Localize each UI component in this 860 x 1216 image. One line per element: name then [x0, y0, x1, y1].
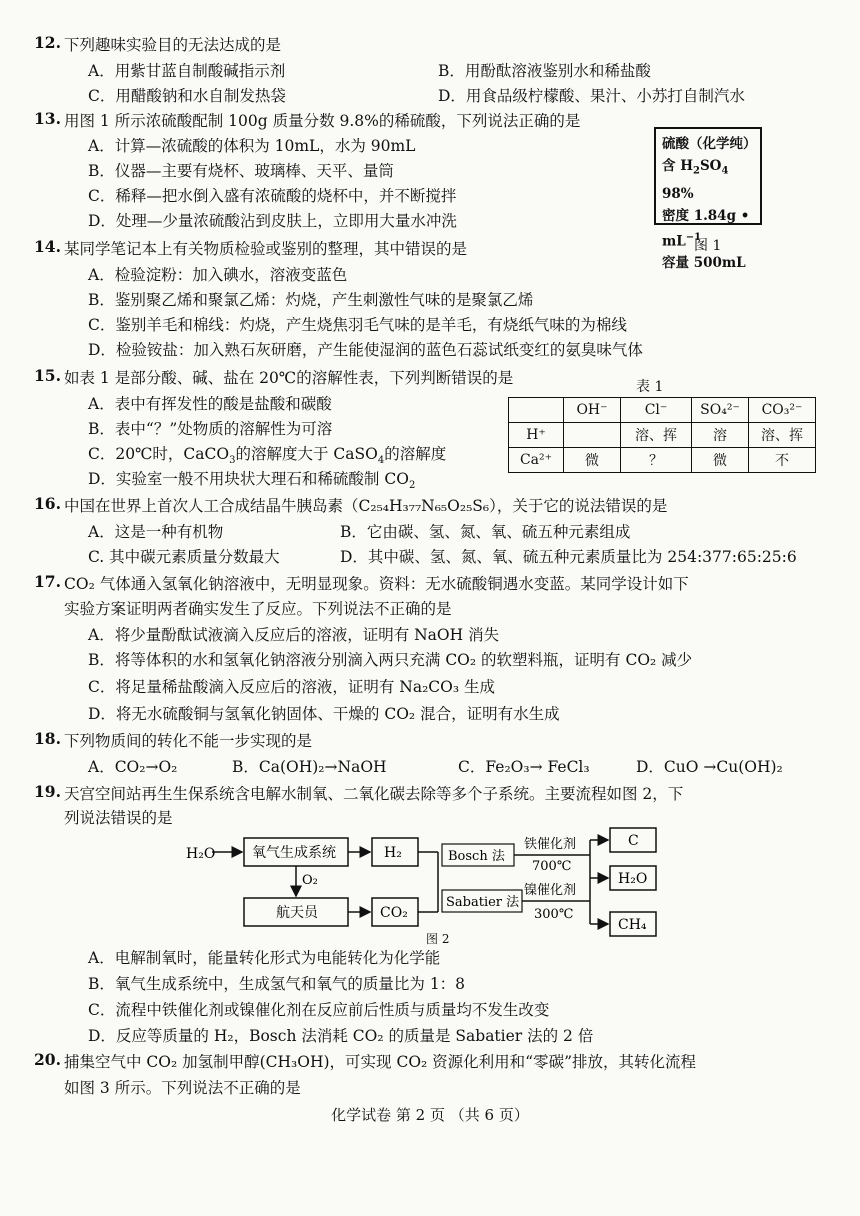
oxygen-generation-label: 氧气生成系统 [252, 845, 336, 861]
page-footer: 化学试卷 第 2 页 （共 6 页） [331, 1106, 529, 1124]
q12-option-c: C．用醋酸钠和水自制发热袋 [88, 87, 286, 105]
q14-option-b: B．鉴别聚乙烯和聚氯乙烯：灼烧，产生刺激性气味的是聚氯乙烯 [88, 291, 534, 309]
q19-option-c: C．流程中铁催化剂或镍催化剂在反应前后性质与质量均不发生改变 [88, 1001, 550, 1019]
q16-option-c: C. 其中碳元素质量分数最大 [88, 548, 280, 566]
q17-option-c: C．将足量稀盐酸滴入反应后的溶液，证明有 Na₂CO₃ 生成 [88, 678, 496, 696]
temp-300-label: 300℃ [534, 907, 574, 922]
q13-option-c: C．稀释—把水倒入盛有浓硫酸的烧杯中，并不断搅拌 [88, 187, 457, 205]
table-cell: Ca²⁺ [509, 448, 564, 473]
table-cell: SO₄²⁻ [692, 398, 749, 423]
table-cell: CO₃²⁻ [749, 398, 816, 423]
q13-stem: 用图 1 所示浓硫酸配制 100g 质量分数 9.8%的稀硫酸，下列说法正确的是 [64, 112, 581, 130]
sabatier-label: Sabatier 法 [446, 895, 520, 910]
q19-option-a: A．电解制氧时，能量转化形式为电能转化为化学能 [88, 949, 441, 967]
table-cell: 溶、挥 [749, 423, 816, 448]
q18-option-a: A．CO₂→O₂ [88, 758, 178, 776]
astronaut-label: 航天员 [276, 905, 318, 921]
q14-stem: 某同学笔记本上有关物质检验或鉴别的整理，其中错误的是 [64, 240, 468, 258]
q13-option-b: B．仪器—主要有烧杯、玻璃棒、天平、量筒 [88, 162, 394, 180]
temp-700-label: 700℃ [532, 859, 572, 874]
q17-option-d: D．将无水硫酸铜与氢氧化钠固体、干燥的 CO₂ 混合，证明有水生成 [88, 705, 560, 723]
table-header-row [509, 398, 816, 423]
nickel-catalyst-label: 镍催化剂 [524, 883, 577, 898]
table-cell: OH⁻ [564, 398, 621, 423]
table-cell: Cl⁻ [621, 398, 692, 423]
table-cell [564, 423, 621, 448]
q13-option-a: A．计算—浓硫酸的体积为 10mL，水为 90mL [88, 137, 416, 155]
o2-label: O₂ [302, 873, 318, 888]
q18-stem: 下列物质间的转化不能一步实现的是 [64, 732, 313, 750]
q13-number: 13. [34, 109, 61, 128]
h2-label: H₂ [384, 845, 402, 861]
solubility-table [508, 397, 816, 473]
figure-2-flow-diagram [180, 826, 670, 942]
q12-option-d: D．用食品级柠檬酸、果汁、小苏打自制汽水 [438, 87, 745, 105]
table-row [509, 448, 816, 473]
q20-stem-line-1: 捕集空气中 CO₂ 加氢制甲醇(CH₃OH)，可实现 CO₂ 资源化利用和“零碳”排放，其转化流程 [64, 1053, 697, 1071]
q14-option-d: D．检验铵盐：加入熟石灰研磨，产生能使湿润的蓝色石蕊试纸变红的氨臭味气体 [88, 341, 643, 359]
q18-option-b: B．Ca(OH)₂→NaOH [232, 758, 387, 776]
table-1-caption: 表 1 [636, 379, 664, 395]
q17-option-b: B．将等体积的水和氢氧化钠溶液分别滴入两只充满 CO₂ 的软塑料瓶，证明有 CO₂ 减少 [88, 651, 693, 669]
q16-number: 16. [34, 494, 61, 513]
table-cell: 微 [564, 448, 621, 473]
label-line-2: 含 $H_2SO_4$ 98% [662, 158, 729, 202]
q19-stem-line-1: 天宫空间站再生生保系统含电解水制氧、二氧化碳去除等多个子系统。主要流程如图 2，下 [64, 785, 684, 803]
q15-number: 15. [34, 366, 61, 385]
q15-option-c: C．20℃时，CaCO$_3$的溶解度大于 CaSO$_4$的溶解度 [88, 445, 447, 467]
water-output-label: H₂O [618, 871, 648, 887]
figure-1-caption: 图 1 [694, 238, 722, 254]
q17-stem-line-1: CO₂ 气体通入氢氧化钠溶液中，无明显现象。资料：无水硫酸铜遇水变蓝。某同学设计如下 [64, 575, 689, 593]
table-cell: ？ [621, 448, 692, 473]
q15-stem: 如表 1 是部分酸、碱、盐在 20℃的溶解性表，下列判断错误的是 [64, 369, 514, 387]
q20-number: 20. [34, 1050, 61, 1069]
q16-option-b: B．它由碳、氢、氮、氧、硫五种元素组成 [340, 523, 631, 541]
q16-stem: 中国在世界上首次人工合成结晶牛胰岛素（C₂₅₄H₃₇₇N₆₅O₂₅S₆），关于它的说法错误的是 [64, 497, 668, 515]
methane-label: CH₄ [618, 917, 647, 933]
q15-option-b: B．表中“？”处物质的溶解性为可溶 [88, 420, 333, 438]
q18-option-c: C．Fe₂O₃→ FeCl₃ [458, 758, 590, 776]
q15-option-d: D．实验室一般不用块状大理石和稀硫酸制 $CO_2$ [88, 470, 416, 492]
q16-option-a: A．这是一种有机物 [88, 523, 224, 541]
co2-label: CO₂ [380, 905, 408, 921]
q12-option-a: A．用紫甘蓝自制酸碱指示剂 [88, 62, 286, 80]
h2o-input-label: H₂O [186, 846, 216, 862]
label-line-3: 密度 1.84g • $mL^{-1}$ [662, 207, 750, 250]
q19-option-b: B．氧气生成系统中，生成氢气和氧气的质量比为 1：8 [88, 975, 466, 993]
label-line-1: 硫酸（化学纯） [662, 136, 757, 152]
q16-option-d: D．其中碳、氢、氮、氧、硫五种元素质量比为 254:377:65:25:6 [340, 548, 797, 566]
table-row [509, 423, 816, 448]
q15-option-a: A．表中有挥发性的酸是盐酸和碳酸 [88, 395, 332, 413]
label-line-4: 容量 500mL [662, 255, 746, 272]
table-cell: 溶 [692, 423, 749, 448]
q17-stem-line-2: 实验方案证明两者确实发生了反应。下列说法不正确的是 [64, 600, 452, 618]
q19-stem-line-2: 列说法错误的是 [64, 809, 173, 827]
q17-option-a: A．将少量酚酞试液滴入反应后的溶液，证明有 NaOH 消失 [88, 626, 500, 644]
q12-option-b: B．用酚酞溶液鉴别水和稀盐酸 [438, 62, 651, 80]
q18-option-d: D．CuO →Cu(OH)₂ [636, 758, 783, 776]
q14-option-a: A．检验淀粉：加入碘水，溶液变蓝色 [88, 266, 348, 284]
table-cell: H⁺ [509, 423, 564, 448]
q20-stem-line-2: 如图 3 所示。下列说法不正确的是 [64, 1079, 301, 1097]
q12-stem: 下列趣味实验目的无法达成的是 [64, 36, 282, 54]
table-cell [509, 398, 564, 423]
q19-number: 19. [34, 782, 61, 801]
q17-number: 17. [34, 572, 61, 591]
q14-option-c: C．鉴别羊毛和棉线：灼烧，产生烧焦羽毛气味的是羊毛，有烧纸气味的为棉线 [88, 316, 627, 334]
figure-2-caption: 图 2 [426, 932, 450, 946]
carbon-label: C [628, 833, 639, 849]
iron-catalyst-label: 铁催化剂 [524, 837, 577, 852]
table-cell: 微 [692, 448, 749, 473]
q18-number: 18. [34, 729, 61, 748]
q12-number: 12. [34, 33, 61, 52]
bosch-label: Bosch 法 [448, 849, 505, 864]
q14-number: 14. [34, 237, 61, 256]
q13-option-d: D．处理—少量浓硫酸沾到皮肤上，立即用大量水冲洗 [88, 212, 457, 230]
table-cell: 溶、挥 [621, 423, 692, 448]
table-cell: 不 [749, 448, 816, 473]
q19-option-d: D．反应等质量的 H₂，Bosch 法消耗 CO₂ 的质量是 Sabatier 法的 2 倍 [88, 1027, 594, 1045]
